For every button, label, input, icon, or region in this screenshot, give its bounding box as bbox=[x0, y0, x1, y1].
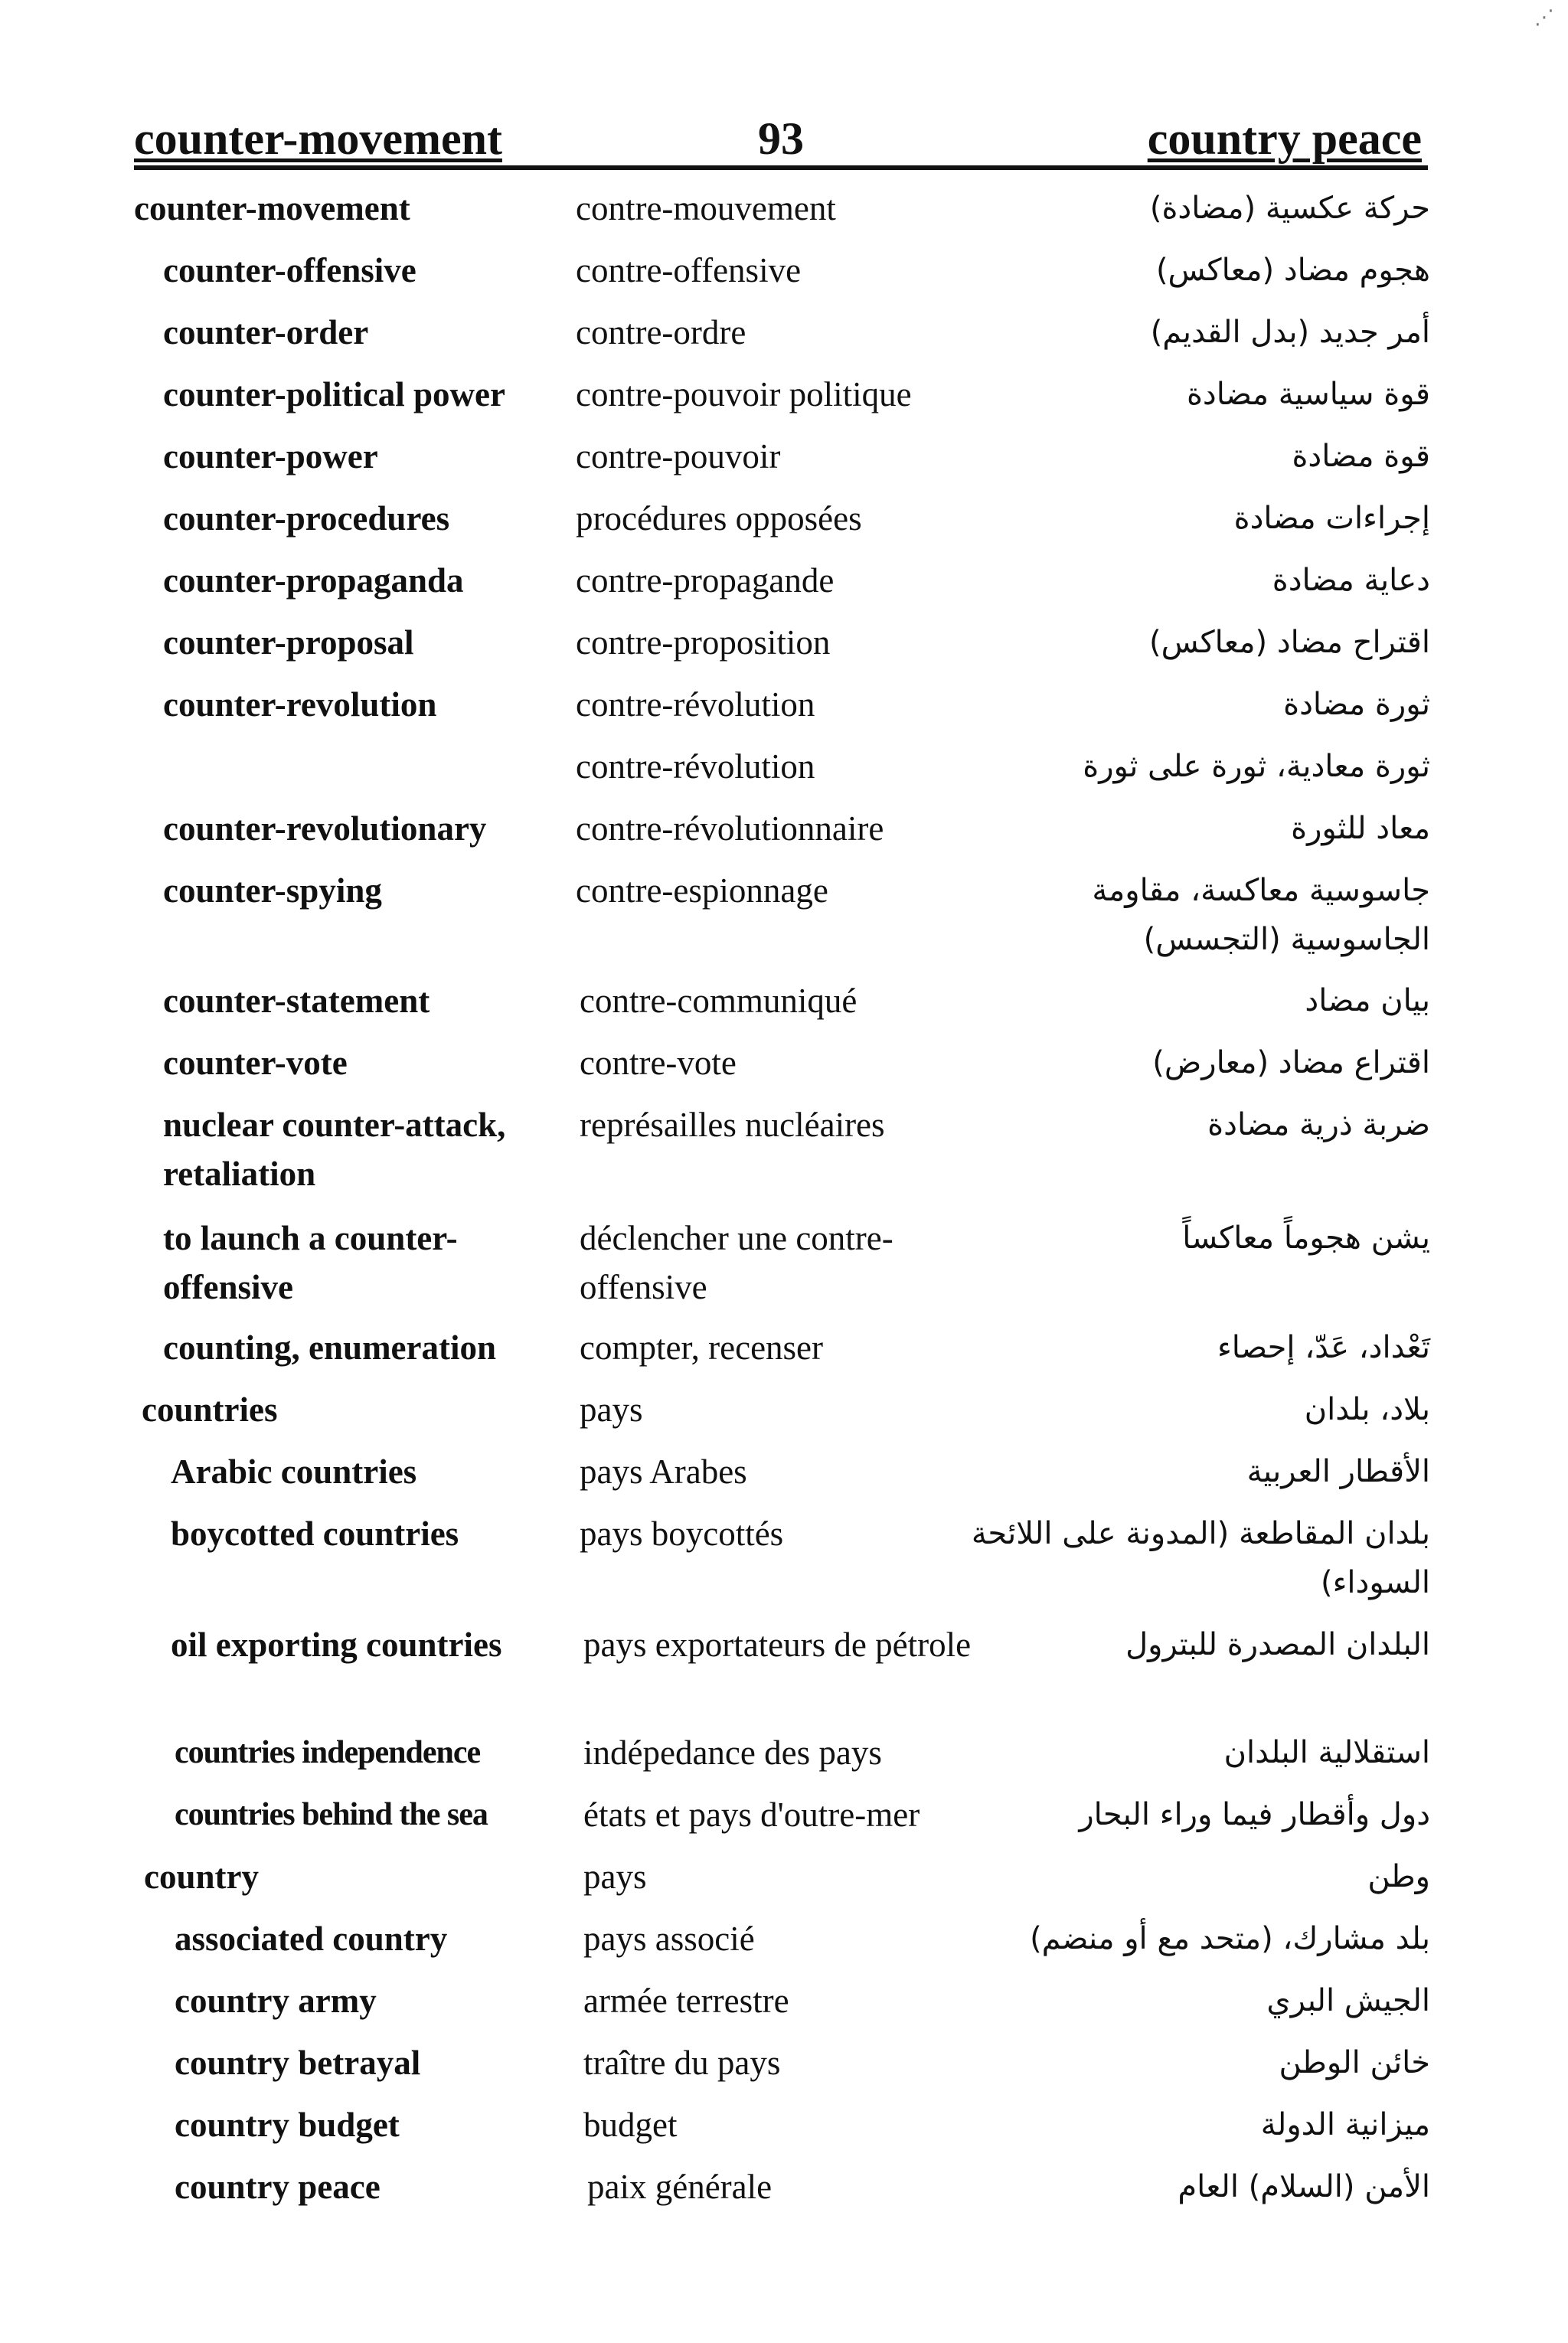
arabic-term: حركة عكسية (مضادة) bbox=[1149, 191, 1430, 226]
arabic-term: ضربة ذرية مضادة bbox=[1207, 1107, 1430, 1142]
french-term: pays exportateurs de pétrole bbox=[583, 1626, 972, 1664]
arabic-term: قوة مضادة bbox=[1292, 439, 1430, 474]
arabic-term: اقتراع مضاد (معارض) bbox=[1152, 1045, 1430, 1080]
arabic-term: الأمن (السلام) العام bbox=[1178, 2169, 1430, 2204]
english-term: counter-statement bbox=[163, 982, 430, 1020]
english-term: counter-revolution bbox=[163, 685, 437, 724]
english-term: boycotted countries bbox=[171, 1515, 459, 1553]
arabic-term: الجيش البري bbox=[1266, 1983, 1430, 2018]
arabic-term: دعاية مضادة bbox=[1272, 563, 1430, 598]
french-term: procédures opposées bbox=[576, 499, 862, 538]
arabic-term: اقتراح مضاد (معاكس) bbox=[1148, 625, 1430, 660]
guide-word-right: country peace bbox=[1147, 113, 1422, 164]
english-term: countries behind the sea bbox=[175, 1797, 488, 1832]
scan-corner-mark: ⋰ bbox=[1534, 6, 1554, 29]
english-term: Arabic countries bbox=[171, 1453, 417, 1491]
french-term: compter, recenser bbox=[580, 1328, 824, 1367]
french-term: contre-offensive bbox=[576, 251, 802, 289]
french-term: états et pays d'outre-mer bbox=[583, 1796, 920, 1834]
arabic-term: ثورة معادية، ثورة على ثورة bbox=[1083, 749, 1430, 784]
english-term: counter-vote bbox=[163, 1044, 348, 1082]
arabic-term: هجوم مضاد (معاكس) bbox=[1155, 253, 1430, 288]
french-term: pays boycottés bbox=[580, 1515, 784, 1553]
french-term: pays bbox=[583, 1858, 647, 1896]
arabic-term: أمر جديد (بدل القديم) bbox=[1150, 315, 1430, 350]
arabic-term: قوة سياسية مضادة bbox=[1186, 377, 1430, 412]
english-term: counter-power bbox=[163, 437, 378, 475]
arabic-term: بلد مشارك، (متحد مع أو منضم) bbox=[1030, 1921, 1430, 1956]
french-term: budget bbox=[583, 2106, 678, 2144]
french-term: pays associé bbox=[583, 1920, 755, 1958]
arabic-term: البلدان المصدرة للبترول bbox=[1125, 1627, 1430, 1662]
arabic-term: وطن bbox=[1367, 1859, 1430, 1894]
english-term: country betrayal bbox=[175, 2044, 421, 2082]
english-term: countries bbox=[142, 1390, 278, 1429]
english-term: oil exporting countries bbox=[171, 1626, 502, 1664]
english-term: nuclear counter-attack, retaliation bbox=[163, 1106, 506, 1193]
english-term: counter-offensive bbox=[163, 251, 416, 289]
english-term: counter-revolutionary bbox=[163, 809, 487, 848]
arabic-term: استقلالية البلدان bbox=[1223, 1735, 1430, 1770]
page-number: 93 bbox=[758, 113, 804, 164]
arabic-term: معاد للثورة bbox=[1291, 811, 1430, 846]
arabic-term: بلدان المقاطعة (المدونة على اللائحة السوداء) bbox=[971, 1516, 1430, 1600]
english-term: country budget bbox=[175, 2106, 400, 2144]
english-term: counting, enumeration bbox=[163, 1328, 497, 1367]
english-term: to launch a counter-offensive bbox=[163, 1219, 458, 1306]
english-term: counter-proposal bbox=[163, 623, 414, 662]
arabic-term: تَعْداد، عَدّ، إحصاء bbox=[1217, 1330, 1430, 1365]
french-term: indépedance des pays bbox=[583, 1734, 882, 1772]
french-term: contre-révolution bbox=[576, 747, 815, 786]
french-term: contre-communiqué bbox=[580, 982, 858, 1020]
french-term: contre-révolution bbox=[576, 685, 815, 724]
french-term: contre-proposition bbox=[576, 623, 831, 662]
french-term: représailles nucléaires bbox=[580, 1106, 885, 1144]
french-term: traître du pays bbox=[583, 2044, 781, 2082]
arabic-term: جاسوسية معاكسة، مقاومة الجاسوسية (التجسس) bbox=[1092, 873, 1430, 957]
french-term: contre-pouvoir bbox=[576, 437, 781, 475]
french-term: contre-espionnage bbox=[576, 871, 828, 910]
english-term: counter-political power bbox=[163, 375, 505, 413]
english-term: country bbox=[144, 1858, 259, 1896]
english-term: countries independence bbox=[175, 1735, 481, 1770]
arabic-term: بيان مضاد bbox=[1305, 983, 1430, 1018]
french-term: pays Arabes bbox=[580, 1453, 747, 1491]
french-term: pays bbox=[580, 1390, 643, 1429]
guide-word-left: counter-movement bbox=[134, 113, 502, 164]
english-term: counter-propaganda bbox=[163, 561, 464, 600]
arabic-term: الأقطار العربية bbox=[1246, 1454, 1430, 1489]
arabic-term: إجراءات مضادة bbox=[1233, 501, 1430, 536]
french-term: contre-révolutionnaire bbox=[576, 809, 884, 848]
arabic-term: ميزانية الدولة bbox=[1260, 2107, 1430, 2142]
english-term: country army bbox=[175, 1982, 377, 2020]
french-term: contre-vote bbox=[580, 1044, 737, 1082]
arabic-term: يشن هجوماً معاكساً bbox=[1182, 1221, 1430, 1256]
arabic-term: ثورة مضادة bbox=[1283, 687, 1430, 722]
french-term: armée terrestre bbox=[583, 1982, 789, 2020]
english-term: counter-procedures bbox=[163, 499, 450, 538]
english-term: associated country bbox=[175, 1920, 448, 1958]
french-term: contre-pouvoir politique bbox=[576, 375, 912, 413]
french-term: déclencher une contre-offensive bbox=[580, 1219, 893, 1306]
french-term: contre-propagande bbox=[576, 561, 835, 600]
english-term: counter-order bbox=[163, 313, 369, 351]
french-term: contre-ordre bbox=[576, 313, 746, 351]
english-term: country peace bbox=[175, 2168, 381, 2206]
english-term: counter-movement bbox=[134, 189, 410, 227]
english-term: counter-spying bbox=[163, 871, 382, 910]
french-term: paix générale bbox=[587, 2168, 773, 2206]
arabic-term: خائن الوطن bbox=[1279, 2045, 1430, 2080]
arabic-term: دول وأقطار فيما وراء البحار bbox=[1079, 1797, 1430, 1832]
arabic-term: بلاد، بلدان bbox=[1304, 1392, 1430, 1427]
french-term: contre-mouvement bbox=[576, 189, 836, 227]
